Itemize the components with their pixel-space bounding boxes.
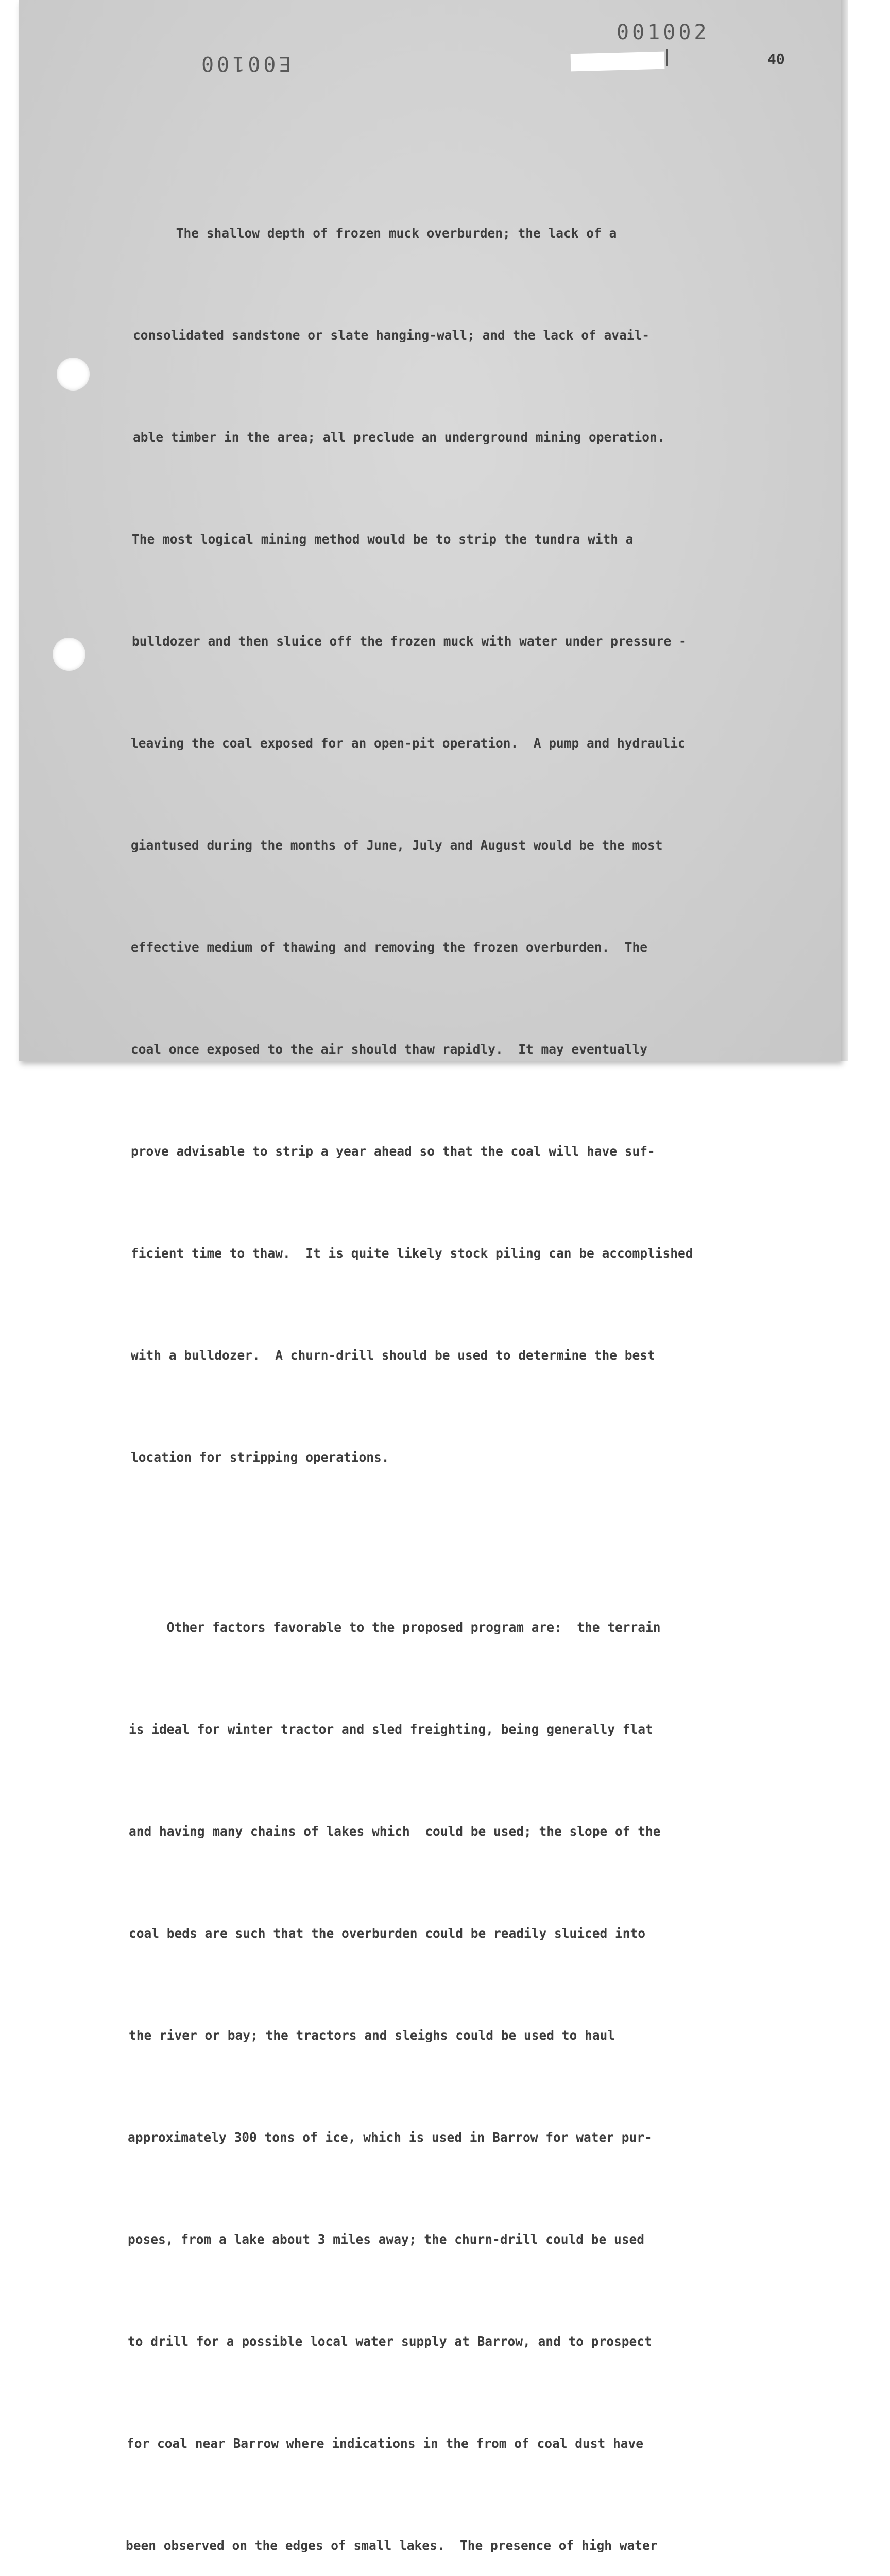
text-line: the river or bay; the tractors and sleighs could be used to haul: [129, 2028, 615, 2043]
text-line: is ideal for winter tractor and sled freighting, being generally flat: [129, 1722, 653, 1737]
stamp-number-right: 001002: [617, 21, 710, 44]
paragraph-2: [126, 1543, 792, 2576]
document-body: [126, 148, 792, 2576]
punch-hole-upper: [57, 358, 90, 391]
text-line: been observed on the edges of small lakes. The presence of high water: [126, 2538, 658, 2553]
text-line: to drill for a possible local water supply at Barrow, and to prospect: [128, 2334, 652, 2349]
stamp-fragment: [666, 49, 668, 66]
text-line: coal beds are such that the overburden could be readily sluiced into: [129, 1926, 646, 1941]
text-line: location for stripping operations.: [131, 1450, 389, 1465]
text-line: Other factors favorable to the proposed program are: the terrain: [129, 1620, 661, 1635]
punch-hole-lower: [53, 638, 85, 671]
redaction-strip: [571, 52, 665, 72]
text-line: effective medium of thawing and removing the frozen overburden. The: [131, 940, 648, 955]
text-line: for coal near Barrow where indications in the from of coal dust have: [127, 2436, 644, 2451]
text-line: leaving the coal exposed for an open-pit operation. A pump and hydraulic: [131, 736, 686, 751]
text-line: and having many chains of lakes which could be used; the slope of the: [129, 1824, 661, 1839]
text-line: approximately 300 tons of ice, which is used in Barrow for water pur-: [128, 2130, 652, 2145]
text-line: consolidated sandstone or slate hanging-wall; and the lack of avail-: [133, 328, 650, 343]
stamp-number-left: E00100: [198, 52, 292, 75]
text-line: able timber in the area; all preclude an underground mining operation.: [133, 430, 665, 445]
text-line: with a bulldozer. A churn-drill should be used to determine the best: [131, 1348, 655, 1363]
text-line: giantused during the months of June, July and August would be the most: [131, 838, 663, 853]
page-number: 40: [767, 50, 785, 67]
paragraph-1: [131, 148, 792, 1543]
page-edge-shadow: [841, 0, 848, 1061]
text-line: coal once exposed to the air should thaw rapidly. It may eventually: [131, 1042, 648, 1057]
text-line: poses, from a lake about 3 miles away; the churn-drill could be used: [128, 2232, 645, 2247]
text-line: The shallow depth of frozen muck overburden; the lack of a: [138, 226, 617, 241]
text-line: prove advisable to strip a year ahead so that the coal will have suf-: [131, 1144, 655, 1159]
text-line: ficient time to thaw. It is quite likely stock piling can be accomplished: [131, 1246, 693, 1261]
text-line: The most logical mining method would be to strip the tundra with a: [132, 532, 634, 547]
text-line: bulldozer and then sluice off the frozen muck with water under pressure -: [132, 634, 687, 649]
